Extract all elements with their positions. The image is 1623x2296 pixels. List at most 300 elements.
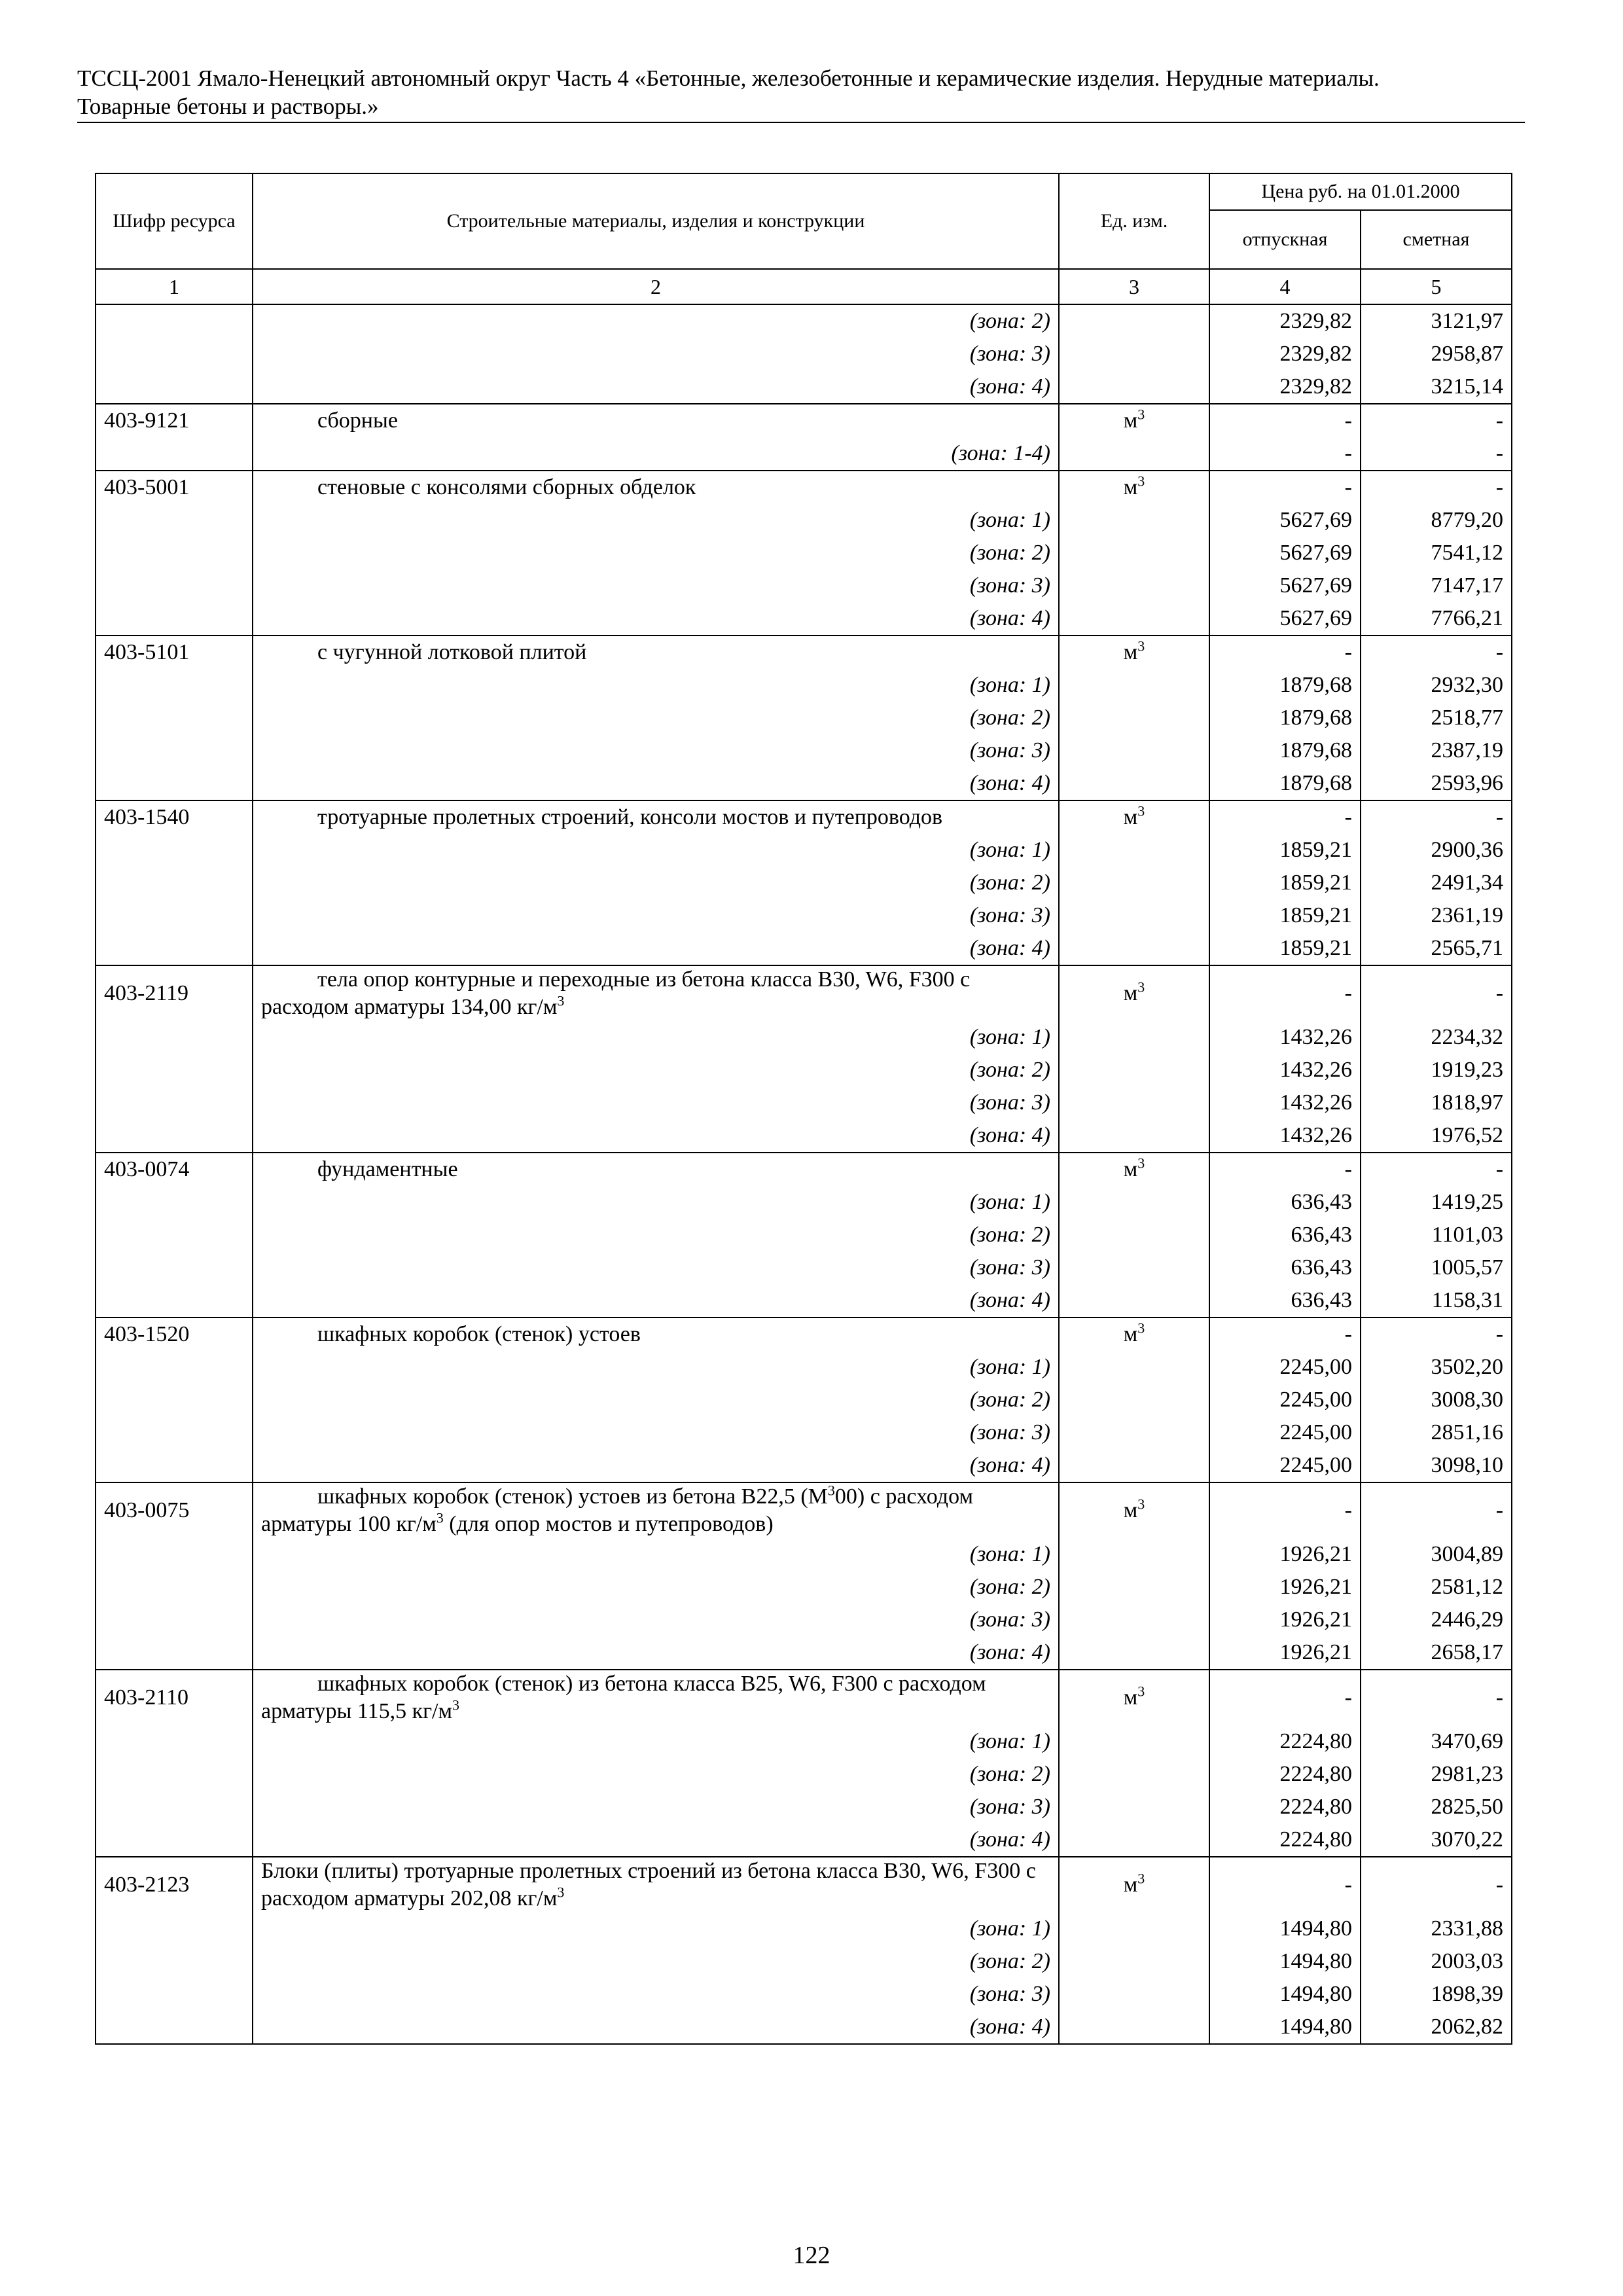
zone-unit-empty: [1059, 1251, 1209, 1284]
zone-release-price: 1432,26: [1209, 1021, 1361, 1054]
zone-row: [96, 304, 1512, 338]
resource-name: [253, 800, 1059, 834]
zone-release-price: 2329,82: [1209, 338, 1361, 370]
zone-release-price: 2224,80: [1209, 1725, 1361, 1758]
resource-name: [253, 965, 1059, 1021]
zone-code-empty: [96, 1636, 253, 1670]
estimate-price: -: [1361, 965, 1512, 1021]
zone-code-empty: [96, 767, 253, 800]
zone-code-empty: [96, 338, 253, 370]
resource-row: [96, 965, 1512, 1021]
zone-row: [96, 537, 1512, 569]
resource-unit: [1059, 1153, 1209, 1186]
zone-release-price: 1494,80: [1209, 1945, 1361, 1978]
resource-name: [253, 404, 1059, 437]
resource-code: 403-9121: [96, 404, 253, 437]
unit-superscript: 3: [1137, 1870, 1145, 1887]
estimate-price: -: [1361, 1153, 1512, 1186]
zone-label: (зона: 2): [253, 1054, 1059, 1086]
zone-label: (зона: 1): [253, 1021, 1059, 1054]
header-code: Шифр ресурса: [96, 173, 253, 269]
zone-unit-empty: [1059, 932, 1209, 965]
zone-label: (зона: 4): [253, 1823, 1059, 1857]
zone-unit-empty: [1059, 1086, 1209, 1119]
resource-row: [96, 471, 1512, 504]
zone-unit-empty: [1059, 1823, 1209, 1857]
zone-label: (зона: 4): [253, 2011, 1059, 2044]
zone-release-price: 1879,68: [1209, 734, 1361, 767]
zone-row: [96, 1912, 1512, 1945]
zone-row: [96, 370, 1512, 404]
zone-code-empty: [96, 1945, 253, 1978]
zone-label: (зона: 1): [253, 1725, 1059, 1758]
resource-unit: [1059, 1857, 1209, 1912]
zone-estimate-price: 2446,29: [1361, 1604, 1512, 1636]
zone-unit-empty: [1059, 834, 1209, 867]
zone-label: (зона: 4): [253, 1119, 1059, 1153]
zone-code-empty: [96, 1284, 253, 1318]
zone-code-empty: [96, 899, 253, 932]
zone-unit-empty: [1059, 1538, 1209, 1571]
zone-unit-empty: [1059, 1186, 1209, 1219]
zone-row: [96, 1351, 1512, 1384]
zone-code-empty: [96, 702, 253, 734]
unit-text: м: [1123, 1685, 1138, 1710]
unit-text: м: [1123, 1157, 1138, 1181]
zone-unit-empty: [1059, 1725, 1209, 1758]
resource-name-text: стеновые с консолями сборных обделок: [317, 475, 696, 499]
zone-label: (зона: 1-4): [253, 437, 1059, 471]
resource-name: [253, 1153, 1059, 1186]
zone-label: (зона: 3): [253, 734, 1059, 767]
zone-estimate-price: 7147,17: [1361, 569, 1512, 602]
zone-row: [96, 1416, 1512, 1449]
zone-unit-empty: [1059, 602, 1209, 636]
zone-row: [96, 734, 1512, 767]
zone-unit-empty: [1059, 1351, 1209, 1384]
zone-estimate-price: 3070,22: [1361, 1823, 1512, 1857]
zone-unit-empty: [1059, 1758, 1209, 1791]
resource-code: 403-5001: [96, 471, 253, 504]
zone-estimate-price: 2900,36: [1361, 834, 1512, 867]
zone-code-empty: [96, 304, 253, 338]
zone-label: (зона: 4): [253, 1449, 1059, 1482]
zone-code-empty: [96, 1912, 253, 1945]
page-number: 122: [793, 2242, 830, 2269]
zone-estimate-price: 3098,10: [1361, 1449, 1512, 1482]
header-name: Строительные материалы, изделия и конструкции: [253, 173, 1059, 269]
zone-label: (зона: 3): [253, 1978, 1059, 2011]
zone-row: [96, 767, 1512, 800]
zone-estimate-price: 2825,50: [1361, 1791, 1512, 1823]
zone-release-price: 1859,21: [1209, 867, 1361, 899]
zone-code-empty: [96, 1725, 253, 1758]
zone-release-price: 2245,00: [1209, 1449, 1361, 1482]
resource-name-text: шкафных коробок (стенок) из бетона класса B25, W6, F300 с расходом арматуры 115,5 $кг/м^3$: [261, 1672, 986, 1723]
zone-release-price: 1879,68: [1209, 669, 1361, 702]
zone-code-empty: [96, 1219, 253, 1251]
zone-estimate-price: 1898,39: [1361, 1978, 1512, 2011]
release-price: -: [1209, 1482, 1361, 1538]
zone-code-empty: [96, 569, 253, 602]
zone-label: (зона: 3): [253, 1604, 1059, 1636]
header-col-2: 2: [253, 269, 1059, 304]
resource-name-text: шкафных коробок (стенок) устоев из бетона B22,5 $(M^300)$ с расходом арматуры 100 $кг/м^3$ (для опор мостов и путепроводов): [261, 1482, 973, 1536]
zone-release-price: 636,43: [1209, 1219, 1361, 1251]
zone-code-empty: [96, 1823, 253, 1857]
zone-code-empty: [96, 834, 253, 867]
zone-estimate-price: 2581,12: [1361, 1571, 1512, 1604]
resource-unit: [1059, 1670, 1209, 1725]
estimate-price: -: [1361, 800, 1512, 834]
resource-code: 403-5101: [96, 636, 253, 669]
zone-estimate-price: 3502,20: [1361, 1351, 1512, 1384]
resource-row: [96, 1857, 1512, 1912]
zone-release-price: 2329,82: [1209, 304, 1361, 338]
header-line-1: ТССЦ-2001 Ямало-Ненецкий автономный округ Часть 4 «Бетонные, железобетонные и керамические изделия. Нерудные материалы.: [77, 65, 1380, 91]
zone-label: (зона: 1): [253, 1538, 1059, 1571]
zone-row: [96, 1823, 1512, 1857]
zone-label: (зона: 3): [253, 338, 1059, 370]
zone-estimate-price: 2658,17: [1361, 1636, 1512, 1670]
resource-name: [253, 1857, 1059, 1912]
zone-unit-empty: [1059, 1912, 1209, 1945]
zone-release-price: 1859,21: [1209, 932, 1361, 965]
zone-unit-empty: [1059, 2011, 1209, 2044]
zone-code-empty: [96, 932, 253, 965]
zone-unit-empty: [1059, 569, 1209, 602]
header-line-2: Товарные бетоны и растворы.»: [77, 94, 379, 119]
zone-label: (зона: 4): [253, 767, 1059, 800]
zone-code-empty: [96, 370, 253, 404]
zone-unit-empty: [1059, 899, 1209, 932]
header-col-4: 4: [1209, 269, 1361, 304]
estimate-price: -: [1361, 636, 1512, 669]
zone-row: [96, 569, 1512, 602]
resource-name: [253, 636, 1059, 669]
release-price: -: [1209, 1153, 1361, 1186]
zone-estimate-price: 2518,77: [1361, 702, 1512, 734]
zone-unit-empty: [1059, 1021, 1209, 1054]
zone-unit-empty: [1059, 1791, 1209, 1823]
zone-label: (зона: 2): [253, 1219, 1059, 1251]
zone-release-price: 1926,21: [1209, 1636, 1361, 1670]
zone-code-empty: [96, 1978, 253, 2011]
resource-code: 403-0074: [96, 1153, 253, 1186]
zone-estimate-price: 1158,31: [1361, 1284, 1512, 1318]
zone-code-empty: [96, 1758, 253, 1791]
estimate-price: -: [1361, 404, 1512, 437]
zone-unit-empty: [1059, 1384, 1209, 1416]
resource-name-text: тела опор контурные и переходные из бетона класса B30, W6, F300 с расходом арматуры 134,00 $кг/м^3$: [261, 967, 971, 1019]
unit-text: м: [1123, 408, 1138, 433]
zone-unit-empty: [1059, 504, 1209, 537]
zone-release-price: 636,43: [1209, 1251, 1361, 1284]
zone-release-price: 2224,80: [1209, 1791, 1361, 1823]
zone-row: [96, 1449, 1512, 1482]
zone-unit-empty: [1059, 1636, 1209, 1670]
zone-code-empty: [96, 1416, 253, 1449]
zone-release-price: 1879,68: [1209, 767, 1361, 800]
zone-label: (зона: 2): [253, 537, 1059, 569]
document-header: [77, 64, 1525, 120]
zone-release-price: 5627,69: [1209, 569, 1361, 602]
zone-label: (зона: 2): [253, 304, 1059, 338]
zone-release-price: -: [1209, 437, 1361, 471]
zone-unit-empty: [1059, 1416, 1209, 1449]
zone-unit-empty: [1059, 1449, 1209, 1482]
zone-estimate-price: 3121,97: [1361, 304, 1512, 338]
resource-name: [253, 1670, 1059, 1725]
zone-code-empty: [96, 1119, 253, 1153]
zone-unit-empty: [1059, 767, 1209, 800]
unit-superscript: 3: [1137, 802, 1145, 819]
zone-code-empty: [96, 669, 253, 702]
zone-release-price: 1494,80: [1209, 2011, 1361, 2044]
zone-release-price: 5627,69: [1209, 602, 1361, 636]
zone-estimate-price: 8779,20: [1361, 504, 1512, 537]
resource-code: 403-2119: [96, 965, 253, 1021]
resource-row: [96, 404, 1512, 437]
zone-code-empty: [96, 1054, 253, 1086]
zone-estimate-price: 2387,19: [1361, 734, 1512, 767]
unit-text: м: [1123, 1873, 1138, 1897]
resource-code: 403-2110: [96, 1670, 253, 1725]
zone-estimate-price: 2062,82: [1361, 2011, 1512, 2044]
zone-unit-empty: [1059, 1571, 1209, 1604]
zone-row: [96, 1086, 1512, 1119]
zone-label: (зона: 4): [253, 1284, 1059, 1318]
zone-estimate-price: 2331,88: [1361, 1912, 1512, 1945]
zone-code-empty: [96, 1571, 253, 1604]
resource-row: [96, 1670, 1512, 1725]
resource-code: 403-1540: [96, 800, 253, 834]
release-price: -: [1209, 1318, 1361, 1351]
zone-label: (зона: 1): [253, 834, 1059, 867]
zone-row: [96, 1186, 1512, 1219]
zone-release-price: 1432,26: [1209, 1054, 1361, 1086]
zone-release-price: 5627,69: [1209, 504, 1361, 537]
zone-code-empty: [96, 602, 253, 636]
zone-row: [96, 1725, 1512, 1758]
unit-text: м: [1123, 640, 1138, 664]
unit-text: м: [1123, 1498, 1138, 1522]
unit-superscript: 3: [1137, 1319, 1145, 1336]
zone-row: [96, 1054, 1512, 1086]
zone-unit-empty: [1059, 734, 1209, 767]
zone-estimate-price: -: [1361, 437, 1512, 471]
zone-row: [96, 932, 1512, 965]
resource-name: [253, 1318, 1059, 1351]
zone-release-price: 1432,26: [1209, 1119, 1361, 1153]
zone-row: [96, 2011, 1512, 2044]
resource-name-text: Блоки (плиты) тротуарные пролетных строений из бетона класса B30, W6, F300 с расходом арматуры 202,08 $кг/м^3$: [261, 1859, 1036, 1910]
zone-row: [96, 1636, 1512, 1670]
zone-row: [96, 867, 1512, 899]
zone-estimate-price: 7541,12: [1361, 537, 1512, 569]
zone-unit-empty: [1059, 537, 1209, 569]
resource-name-text: фундаментные: [317, 1157, 458, 1181]
zone-label: (зона: 2): [253, 1945, 1059, 1978]
release-price: -: [1209, 404, 1361, 437]
zone-estimate-price: 3008,30: [1361, 1384, 1512, 1416]
estimate-price: -: [1361, 1670, 1512, 1725]
zone-label: (зона: 2): [253, 702, 1059, 734]
zone-unit-empty: [1059, 669, 1209, 702]
zone-release-price: 2245,00: [1209, 1416, 1361, 1449]
zone-label: (зона: 1): [253, 504, 1059, 537]
zone-release-price: 1926,21: [1209, 1538, 1361, 1571]
zone-row: [96, 834, 1512, 867]
zone-code-empty: [96, 1186, 253, 1219]
zone-code-empty: [96, 1021, 253, 1054]
resource-name: [253, 471, 1059, 504]
zone-label: (зона: 3): [253, 569, 1059, 602]
zone-estimate-price: 1976,52: [1361, 1119, 1512, 1153]
unit-superscript: 3: [1137, 1496, 1145, 1513]
zone-estimate-price: 1101,03: [1361, 1219, 1512, 1251]
zone-label: (зона: 1): [253, 1912, 1059, 1945]
table-header: [96, 173, 1512, 304]
zone-row: [96, 1571, 1512, 1604]
zone-code-empty: [96, 1384, 253, 1416]
zone-code-empty: [96, 504, 253, 537]
zone-row: [96, 1604, 1512, 1636]
header-rule: [77, 122, 1525, 123]
zone-release-price: 2224,80: [1209, 1823, 1361, 1857]
zone-unit-empty: [1059, 702, 1209, 734]
zone-unit-empty: [1059, 304, 1209, 338]
zone-unit-empty: [1059, 1945, 1209, 1978]
zone-row: [96, 1251, 1512, 1284]
unit-text: м: [1123, 981, 1138, 1005]
zone-row: [96, 899, 1512, 932]
zone-label: (зона: 2): [253, 1384, 1059, 1416]
estimate-price: -: [1361, 471, 1512, 504]
zone-code-empty: [96, 867, 253, 899]
zone-release-price: 2224,80: [1209, 1758, 1361, 1791]
zone-unit-empty: [1059, 1978, 1209, 2011]
zone-code-empty: [96, 1351, 253, 1384]
zone-label: (зона: 3): [253, 899, 1059, 932]
resource-code: 403-2123: [96, 1857, 253, 1912]
release-price: -: [1209, 800, 1361, 834]
release-price: -: [1209, 1670, 1361, 1725]
unit-text: м: [1123, 475, 1138, 499]
zone-code-empty: [96, 2011, 253, 2044]
zone-row: [96, 1538, 1512, 1571]
resource-unit: [1059, 1482, 1209, 1538]
zone-label: (зона: 4): [253, 1636, 1059, 1670]
unit-superscript: 3: [1137, 473, 1145, 490]
zone-release-price: 636,43: [1209, 1186, 1361, 1219]
zone-label: (зона: 2): [253, 1758, 1059, 1791]
zone-estimate-price: 2932,30: [1361, 669, 1512, 702]
zone-row: [96, 338, 1512, 370]
resource-name-text: с чугунной лотковой плитой: [317, 640, 587, 664]
zone-estimate-price: 2981,23: [1361, 1758, 1512, 1791]
zone-label: (зона: 3): [253, 1251, 1059, 1284]
zone-label: (зона: 1): [253, 669, 1059, 702]
zone-row: [96, 1021, 1512, 1054]
resource-unit: [1059, 965, 1209, 1021]
zone-label: (зона: 4): [253, 602, 1059, 636]
zone-unit-empty: [1059, 1219, 1209, 1251]
zone-row: [96, 1384, 1512, 1416]
zone-estimate-price: 1419,25: [1361, 1186, 1512, 1219]
zone-release-price: 1926,21: [1209, 1571, 1361, 1604]
zone-estimate-price: 2361,19: [1361, 899, 1512, 932]
zone-estimate-price: 7766,21: [1361, 602, 1512, 636]
resource-unit: [1059, 471, 1209, 504]
zone-code-empty: [96, 1251, 253, 1284]
zone-unit-empty: [1059, 1119, 1209, 1153]
header-unit: Ед. изм.: [1059, 173, 1209, 269]
zone-release-price: 1879,68: [1209, 702, 1361, 734]
header-price: Цена руб. на 01.01.2000: [1209, 173, 1512, 210]
header-release: отпускная: [1209, 210, 1361, 269]
unit-superscript: 3: [1137, 1155, 1145, 1172]
header-estimate: сметная: [1361, 210, 1512, 269]
zone-label: (зона: 1): [253, 1186, 1059, 1219]
release-price: -: [1209, 471, 1361, 504]
zone-row: [96, 602, 1512, 636]
zone-label: (зона: 3): [253, 1791, 1059, 1823]
header-col-3: 3: [1059, 269, 1209, 304]
zone-label: (зона: 1): [253, 1351, 1059, 1384]
zone-code-empty: [96, 537, 253, 569]
zone-label: (зона: 2): [253, 867, 1059, 899]
zone-label: (зона: 2): [253, 1571, 1059, 1604]
resource-unit: [1059, 404, 1209, 437]
resource-code: 403-0075: [96, 1482, 253, 1538]
zone-release-price: 1859,21: [1209, 834, 1361, 867]
resource-unit: [1059, 800, 1209, 834]
resource-row: [96, 1153, 1512, 1186]
resource-row: [96, 1482, 1512, 1538]
resource-unit: [1059, 1318, 1209, 1351]
zone-unit-empty: [1059, 1604, 1209, 1636]
zone-unit-empty: [1059, 370, 1209, 404]
zone-label: (зона: 3): [253, 1416, 1059, 1449]
zone-unit-empty: [1059, 1054, 1209, 1086]
zone-label: (зона: 4): [253, 370, 1059, 404]
resource-row: [96, 800, 1512, 834]
zone-label: (зона: 4): [253, 932, 1059, 965]
zone-code-empty: [96, 1086, 253, 1119]
zone-unit-empty: [1059, 338, 1209, 370]
estimate-price: -: [1361, 1482, 1512, 1538]
zone-estimate-price: 2593,96: [1361, 767, 1512, 800]
table-body: [96, 304, 1512, 2044]
zone-release-price: 1494,80: [1209, 1912, 1361, 1945]
zone-release-price: 636,43: [1209, 1284, 1361, 1318]
estimate-price: -: [1361, 1857, 1512, 1912]
zone-row: [96, 504, 1512, 537]
zone-estimate-price: 2565,71: [1361, 932, 1512, 965]
zone-release-price: 1859,21: [1209, 899, 1361, 932]
zone-code-empty: [96, 1449, 253, 1482]
zone-unit-empty: [1059, 437, 1209, 471]
zone-row: [96, 1119, 1512, 1153]
resource-name-text: тротуарные пролетных строений, консоли мостов и путепроводов: [317, 805, 943, 829]
unit-text: м: [1123, 1322, 1138, 1346]
zone-row: [96, 1758, 1512, 1791]
unit-superscript: 3: [1137, 978, 1145, 996]
resource-row: [96, 636, 1512, 669]
zone-estimate-price: 1919,23: [1361, 1054, 1512, 1086]
price-table: [95, 173, 1512, 2045]
